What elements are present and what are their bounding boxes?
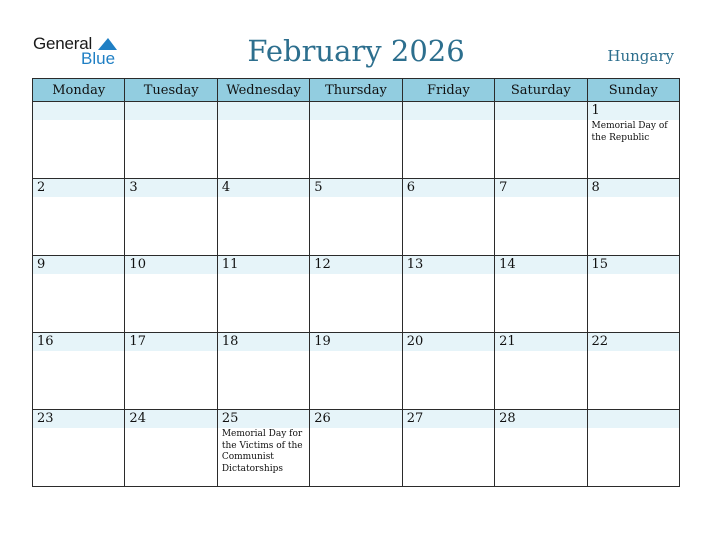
day-cell <box>495 333 587 410</box>
day-header-band <box>403 179 494 197</box>
day-cell <box>310 410 402 487</box>
day-number: 7 <box>499 180 508 195</box>
day-header-band <box>125 179 216 197</box>
day-cell <box>402 102 494 179</box>
day-header-band <box>588 410 679 428</box>
day-cell <box>217 333 309 410</box>
day-cell <box>310 102 402 179</box>
weekday-header-row <box>33 79 680 102</box>
day-number: 20 <box>406 334 424 349</box>
day-header-band <box>403 102 494 120</box>
day-number: 27 <box>406 411 424 426</box>
day-cell <box>310 179 402 256</box>
day-number: 6 <box>406 180 415 195</box>
day-number: 8 <box>591 180 600 195</box>
day-cell <box>587 410 679 487</box>
weekday-wednesday: Wednesday <box>217 79 309 102</box>
day-number: 1 <box>591 103 600 118</box>
day-cell <box>495 102 587 179</box>
day-header-band <box>218 179 309 197</box>
day-cell <box>402 179 494 256</box>
day-number: 22 <box>591 334 609 349</box>
holiday-label: Memorial Day for the Victims of the Communist Dictatorships <box>221 429 303 474</box>
logo-text-blue: Blue <box>81 49 116 68</box>
day-cell <box>33 256 125 333</box>
day-header-band <box>310 179 401 197</box>
day-number: 15 <box>591 257 609 272</box>
day-number: 28 <box>499 411 516 426</box>
day-cell <box>217 256 309 333</box>
week-row <box>33 333 680 410</box>
weekday-sunday: Sunday <box>587 79 679 102</box>
day-number: 17 <box>129 334 146 349</box>
weekday-friday: Friday <box>402 79 494 102</box>
day-cell <box>495 410 587 487</box>
day-cell <box>33 333 125 410</box>
day-header-band <box>588 102 679 120</box>
day-number: 24 <box>129 411 146 426</box>
week-row <box>33 179 680 256</box>
day-cell <box>33 179 125 256</box>
week-row <box>33 256 680 333</box>
day-cell <box>495 256 587 333</box>
day-header-band <box>310 102 401 120</box>
day-cell <box>310 256 402 333</box>
weekday-tuesday: Tuesday <box>125 79 217 102</box>
day-header-band <box>125 102 216 120</box>
day-number: 19 <box>314 334 331 349</box>
calendar-grid <box>32 78 680 487</box>
day-number: 13 <box>406 257 424 272</box>
day-header-band <box>33 256 124 274</box>
day-header-band <box>33 102 124 120</box>
day-header-band <box>33 179 124 197</box>
day-header-band <box>495 179 586 197</box>
day-header-band <box>495 102 586 120</box>
day-cell <box>125 179 217 256</box>
day-cell <box>587 179 679 256</box>
day-cell <box>125 333 217 410</box>
day-cell <box>217 179 309 256</box>
day-cell <box>33 102 125 179</box>
country-label: Hungary <box>607 47 674 65</box>
day-number: 25 <box>221 411 239 426</box>
day-cell <box>402 410 494 487</box>
logo-text-general: General <box>33 34 93 53</box>
day-cell <box>402 256 494 333</box>
day-number: 26 <box>314 411 331 426</box>
day-cell <box>125 102 217 179</box>
day-cell <box>217 102 309 179</box>
day-number: 12 <box>314 257 331 272</box>
day-number: 10 <box>129 257 146 272</box>
day-cell <box>495 179 587 256</box>
day-cell <box>402 333 494 410</box>
day-number: 5 <box>314 180 323 195</box>
day-cell <box>217 410 309 487</box>
day-number: 4 <box>221 180 231 195</box>
day-number: 3 <box>129 180 138 195</box>
day-header-band <box>218 102 309 120</box>
weekday-saturday: Saturday <box>495 79 587 102</box>
day-header-band <box>588 179 679 197</box>
day-cell <box>310 333 402 410</box>
page-title: February 2026 <box>247 34 465 68</box>
week-row <box>33 410 680 487</box>
day-number: 16 <box>37 334 54 349</box>
day-cell <box>125 410 217 487</box>
day-number: 14 <box>499 257 516 272</box>
weekday-monday: Monday <box>33 79 125 102</box>
day-cell <box>587 256 679 333</box>
holiday-label: Memorial Day of the Republic <box>591 121 668 143</box>
day-number: 9 <box>37 257 46 272</box>
day-number: 21 <box>499 334 516 349</box>
day-cell <box>587 333 679 410</box>
day-number: 18 <box>221 334 239 349</box>
week-row <box>33 102 680 179</box>
day-cell <box>125 256 217 333</box>
day-number: 2 <box>37 180 46 195</box>
day-number: 11 <box>221 257 239 272</box>
day-cell <box>587 102 679 179</box>
day-cell <box>33 410 125 487</box>
day-number: 23 <box>37 411 54 426</box>
weekday-thursday: Thursday <box>310 79 402 102</box>
